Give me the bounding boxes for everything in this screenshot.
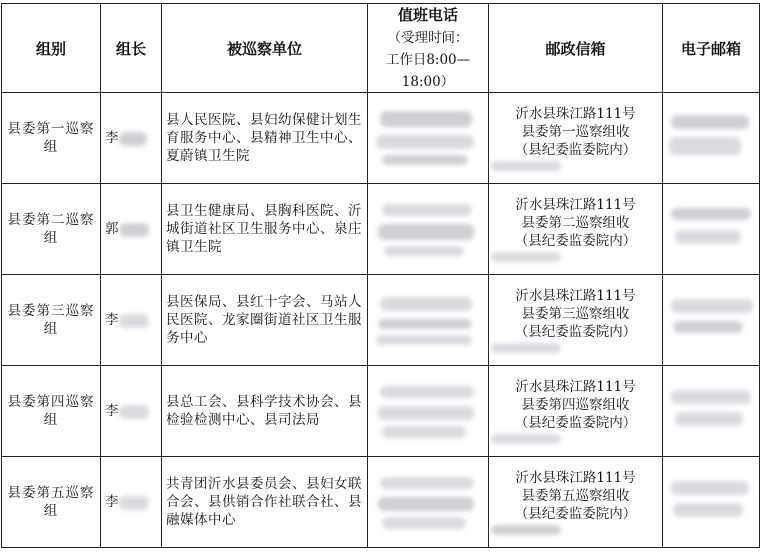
redacted-name: [119, 496, 149, 510]
units-cell: 共青团沂水县委员会、县妇女联合会、县供销合作社联合社、县融媒体中心: [162, 457, 368, 548]
postal-cell: [489, 93, 663, 184]
header-postal: 邮政信箱: [489, 4, 663, 93]
redacted-phone: [368, 93, 488, 183]
redacted-email: [663, 275, 759, 365]
units-cell: 县卫生健康局、县胸科医院、沂城街道社区卫生服务中心、泉庄镇卫生院: [162, 184, 368, 275]
redacted-postal: [491, 161, 561, 171]
units-cell: 县总工会、县科学技术协会、县检验检测中心、县司法局: [162, 366, 368, 457]
email-cell: [663, 275, 760, 366]
header-phone: [368, 4, 489, 93]
postal-note: （县纪委监委院内）: [514, 506, 637, 522]
leader-cell: [101, 366, 162, 457]
group-cell: 县委第一巡察组: [2, 93, 101, 184]
postal-cell: [489, 275, 663, 366]
leader-cell: [101, 275, 162, 366]
phone-cell: [368, 184, 489, 275]
group-cell: 县委第四巡察组: [2, 366, 101, 457]
leader-name: 郭: [105, 221, 119, 237]
redacted-name: [119, 223, 149, 237]
header-phone-title: 值班电话: [397, 6, 458, 24]
table-row: [2, 366, 760, 457]
email-cell: [663, 457, 760, 548]
redacted-name: [119, 405, 149, 419]
leader-name: 李: [105, 312, 119, 328]
redacted-postal: [491, 343, 561, 353]
group-cell: 县委第三巡察组: [2, 275, 101, 366]
redacted-email: [663, 457, 759, 547]
leader-cell: [101, 93, 162, 184]
units-cell: 县人民医院、县妇幼保健计划生育服务中心、县精神卫生中心、夏蔚镇卫生院: [162, 93, 368, 184]
leader-cell: [101, 457, 162, 548]
postal-cell: [489, 366, 663, 457]
postal-cell: [489, 184, 663, 275]
leader-name: 李: [105, 494, 119, 510]
redacted-email: [663, 93, 759, 183]
postal-address: 沂水县珠江路111号: [515, 288, 636, 304]
phone-cell: [368, 366, 489, 457]
postal-address: 沂水县珠江路111号: [515, 197, 636, 213]
header-email: 电子邮箱: [663, 4, 760, 93]
postal-address: 沂水县珠江路111号: [515, 106, 636, 122]
redacted-phone: [368, 366, 488, 456]
table-row: [2, 457, 760, 548]
postal-note: （县纪委监委院内）: [514, 142, 637, 158]
table-row: [2, 275, 760, 366]
redacted-postal: [491, 252, 561, 262]
phone-cell: [368, 93, 489, 184]
units-cell: 县医保局、县红十字会、马站人民医院、龙家圈街道社区卫生服务中心: [162, 275, 368, 366]
leader-cell: [101, 184, 162, 275]
header-phone-note-2: 工作日8:00—: [385, 52, 471, 68]
header-row: [2, 4, 760, 93]
postal-note: （县纪委监委院内）: [514, 233, 637, 249]
group-cell: 县委第二巡察组: [2, 184, 101, 275]
header-phone-note-1: （受理时间：: [387, 30, 469, 46]
postal-recipient: 县委第一巡察组收: [521, 124, 630, 140]
header-phone-note-3: 18:00）: [401, 74, 455, 90]
group-cell: 县委第五巡察组: [2, 457, 101, 548]
header-leader: 组长: [101, 4, 162, 93]
leader-name: 李: [105, 403, 119, 419]
redacted-name: [119, 132, 147, 146]
table-row: [2, 93, 760, 184]
redacted-postal: [491, 525, 561, 535]
postal-recipient: 县委第四巡察组收: [521, 397, 630, 413]
phone-cell: [368, 275, 489, 366]
postal-address: 沂水县珠江路111号: [515, 470, 636, 486]
redacted-postal: [491, 434, 561, 444]
postal-recipient: 县委第三巡察组收: [521, 306, 630, 322]
postal-note: （县纪委监委院内）: [514, 415, 637, 431]
redacted-phone: [368, 457, 488, 547]
leader-name: 李: [105, 130, 119, 146]
postal-address: 沂水县珠江路111号: [515, 379, 636, 395]
header-units: 被巡察单位: [162, 4, 368, 93]
postal-recipient: 县委第二巡察组收: [521, 215, 630, 231]
redacted-phone: [368, 184, 488, 274]
header-group: 组别: [2, 4, 101, 93]
phone-cell: [368, 457, 489, 548]
email-cell: [663, 366, 760, 457]
postal-recipient: 县委第五巡察组收: [521, 488, 630, 504]
postal-cell: [489, 457, 663, 548]
table-row: [2, 184, 760, 275]
postal-note: （县纪委监委院内）: [514, 324, 637, 340]
redacted-phone: [368, 275, 488, 365]
inspection-contact-table: [1, 3, 760, 548]
email-cell: [663, 93, 760, 184]
redacted-name: [119, 314, 149, 328]
redacted-email: [663, 184, 759, 274]
email-cell: [663, 184, 760, 275]
redacted-email: [663, 366, 759, 456]
